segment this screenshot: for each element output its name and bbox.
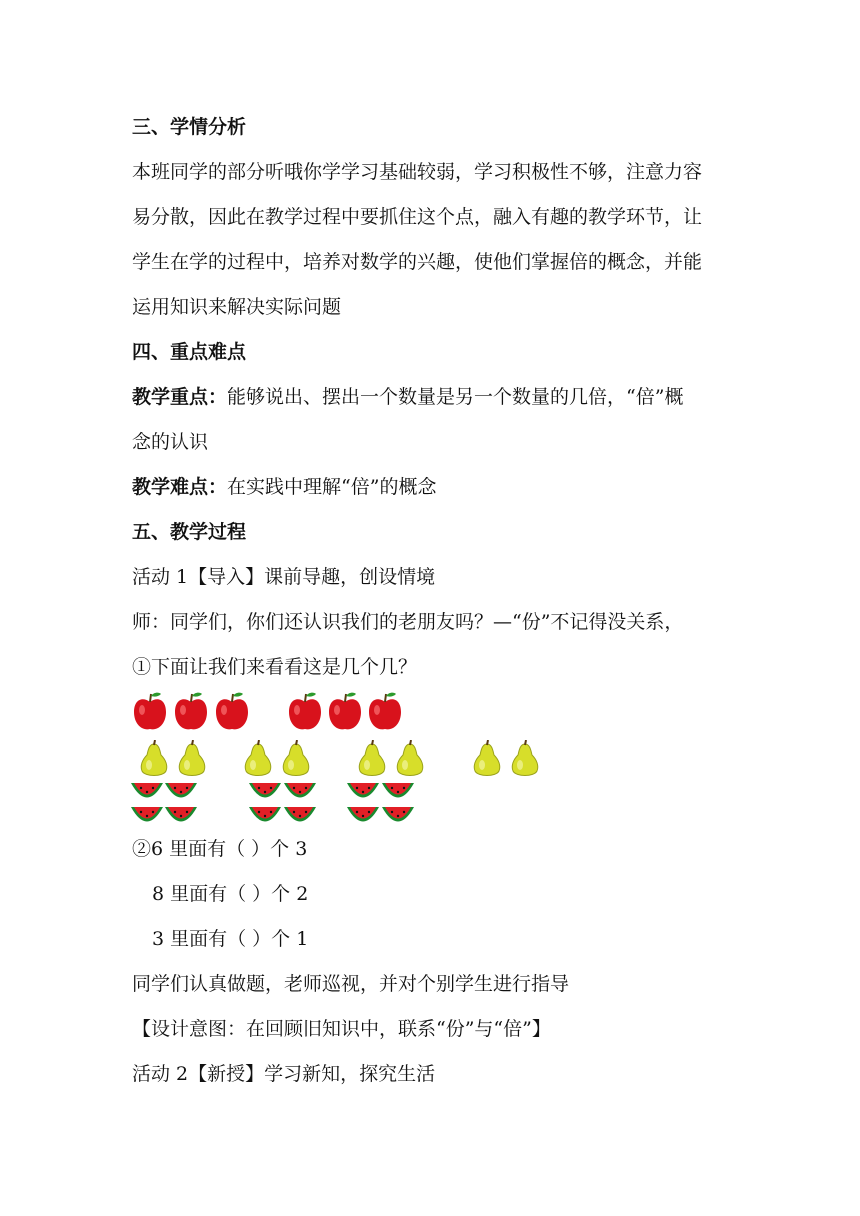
difficulty-label: 教学难点： [132,476,228,498]
section-5-title: 五、教学过程 [132,521,247,543]
pear-icon [471,740,503,778]
apple-icon [132,690,168,732]
watermelon-slice-icon [130,780,164,802]
apple-icon [173,690,209,732]
pear-icon [138,740,170,778]
watermelon-slice-icon [283,804,317,826]
activity-2: 活动 2【新授】学习新知，探究生活 [132,1063,436,1085]
apple-icon [214,690,250,732]
activity-1: 活动 1【导入】课前导趣，创设情境 [132,566,436,588]
pear-icon [356,740,388,778]
key-point-continuation: 念的认识 [132,431,209,453]
paragraph-line: 易分散，因此在教学过程中要抓住这个点，融入有趣的教学环节，让 [132,206,703,228]
watermelon-slice-icon [248,780,282,802]
question-1: ①下面让我们来看看这是几个几？ [132,656,418,678]
design-intent: 【设计意图：在回顾旧知识中，联系“份”与“倍”】 [132,1018,551,1040]
apple-icon [367,690,403,732]
pear-icon [280,740,312,778]
apple-icon [327,690,363,732]
key-point-line [132,384,683,410]
question-2-line-3: 3 里面有（ ）个 1 [152,928,309,950]
difficulty-line [132,474,436,500]
paragraph-line: 学生在学的过程中，培养对数学的兴趣，使他们掌握倍的概念，并能 [132,251,703,273]
watermelon-slice-icon [130,804,164,826]
pear-icon [509,740,541,778]
question-2-line-1: ②6 里面有（ ）个 3 [132,838,308,860]
watermelon-slice-icon [346,804,380,826]
apple-icon [287,690,323,732]
pear-icon [176,740,208,778]
watermelon-slice-icon [164,804,198,826]
difficulty-text: 在实践中理解“倍”的概念 [227,476,437,498]
watermelon-slice-icon [283,780,317,802]
watermelon-slice-icon [381,780,415,802]
watermelon-slice-icon [164,780,198,802]
section-4-title: 四、重点难点 [132,341,247,363]
practice-line: 同学们认真做题，老师巡视，并对个别学生进行指导 [132,973,570,995]
question-2-line-2: 8 里面有（ ）个 2 [152,883,309,905]
pear-icon [242,740,274,778]
paragraph-line: 本班同学的部分听哦你学学习基础较弱，学习积极性不够，注意力容 [132,161,703,183]
watermelon-slice-icon [248,804,282,826]
key-point-label: 教学重点： [132,386,228,408]
key-point-text: 能够说出、摆出一个数量是另一个数量的几倍，“倍”概 [227,386,684,408]
section-3-title: 三、学情分析 [132,116,247,138]
watermelon-slice-icon [381,804,415,826]
paragraph-line: 运用知识来解决实际问题 [132,296,342,318]
pear-icon [394,740,426,778]
teacher-line: 师：同学们，你们还认识我们的老朋友吗？—“份”不记得没关系， [132,611,684,633]
watermelon-slice-icon [346,780,380,802]
